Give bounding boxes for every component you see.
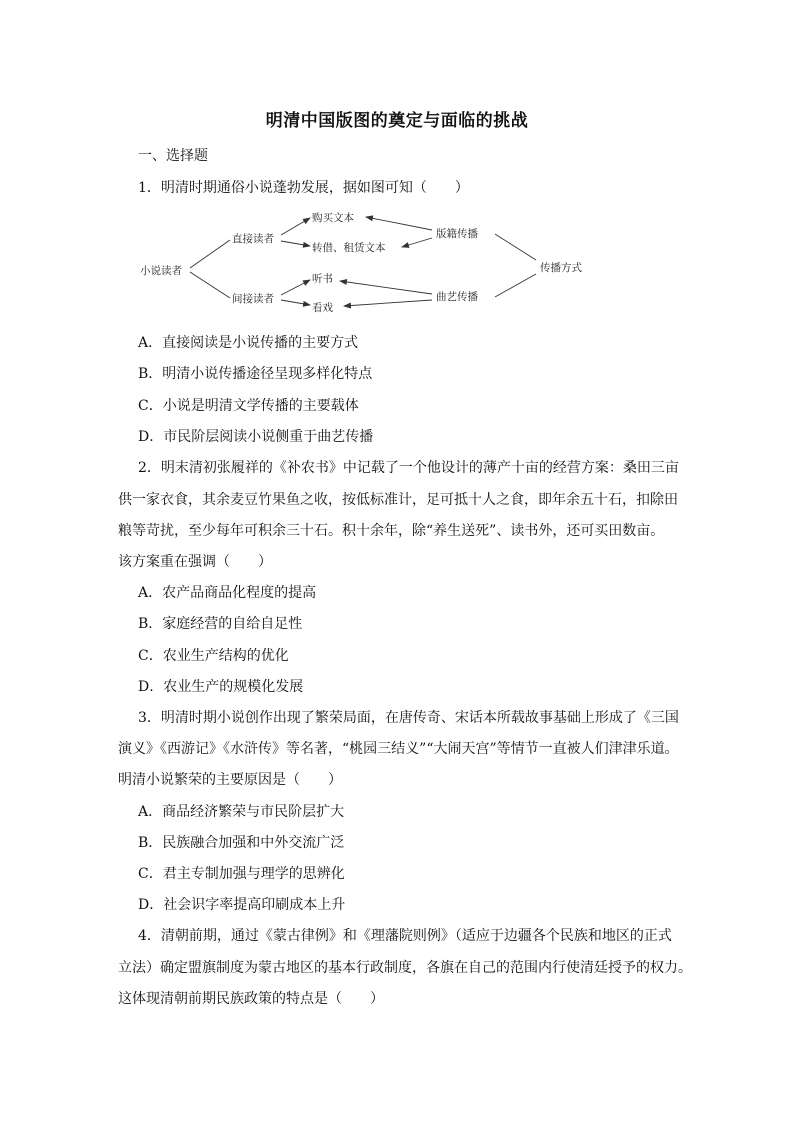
node-indirect: 间接读者: [232, 293, 274, 305]
edge-reader-indirect: [190, 272, 230, 298]
edge-method-print: [495, 234, 536, 260]
q3-option-c: C．君主专制加强与理学的思辨化: [138, 866, 345, 882]
question-1-stem: 1．明清时期通俗小说蓬勃发展，据如图可知（ ）: [138, 180, 469, 196]
q1-option-b: B．明清小说传播途径呈现多样化特点: [138, 366, 373, 382]
edge-direct-borrow: [281, 241, 310, 246]
q3-line-2: 演义》《西游记》《水浒传》等名著，“桃园三结义”“大闹天宫”等情节一直被人们津津乐道。: [118, 741, 679, 757]
q2-option-b: B．家庭经营的自给自足性: [138, 616, 303, 632]
q2-line-3: 粮等苛扰，至少每年可积余三十石。积十余年，除“养生送死”、读书外，还可买田数亩。: [118, 523, 665, 539]
node-buy: 购买文本: [312, 212, 354, 224]
edge-print-buy: [366, 217, 432, 230]
q3-line-3: 明清小说繁荣的主要原因是（ ）: [118, 772, 342, 788]
q2-line-4: 该方案重在强调（ ）: [118, 554, 272, 570]
node-direct: 直接读者: [232, 233, 274, 245]
edge-reader-direct: [190, 240, 230, 268]
q4-line-3: 这体现清朝前期民族政策的特点是（ ）: [118, 991, 384, 1007]
q4-line-1: 4．清朝前期，通过《蒙古律例》和《理藩院则例》（适应于边疆各个民族和地区的正式: [138, 928, 672, 944]
node-method: 传播方式: [540, 262, 582, 274]
node-print: 版籍传播: [436, 228, 478, 240]
node-listen: 听书: [312, 273, 333, 285]
edge-perform-listen: [340, 281, 432, 294]
q2-line-2: 供一家衣食，其余麦豆竹果鱼之收，按低标准计，足可抵十人之食，即年余五十石，扣除田: [118, 492, 678, 508]
q3-option-a: A．商品经济繁荣与市民阶层扩大: [138, 804, 345, 820]
edge-indirect-listen: [281, 280, 310, 295]
edge-direct-buy: [281, 218, 310, 235]
node-perform: 曲艺传播: [436, 291, 478, 303]
edge-method-perform: [495, 274, 536, 297]
q2-line-1: 2．明末清初张履祥的《补农书》中记载了一个他设计的薄产十亩的经营方案：桑田三亩: [138, 460, 679, 476]
q2-option-c: C．农业生产结构的优化: [138, 648, 289, 664]
q2-option-a: A．农产品商品化程度的提高: [138, 585, 317, 601]
q3-line-1: 3．明清时期小说创作出现了繁荣局面，在唐传奇、宋话本所载故事基础上形成了《三国: [138, 710, 679, 726]
q2-option-d: D．农业生产的规模化发展: [138, 679, 304, 695]
q1-option-a: A．直接阅读是小说传播的主要方式: [138, 335, 359, 351]
q1-option-d: D．市民阶层阅读小说侧重于曲艺传播: [138, 429, 374, 445]
section-heading: 一、选择题: [138, 148, 208, 164]
q3-option-b: B．民族融合加强和中外交流广泛: [138, 835, 345, 851]
q1-option-c: C．小说是明清文学传播的主要载体: [138, 398, 359, 414]
page-title: 明清中国版图的奠定与面临的挑战: [265, 111, 529, 131]
node-borrow: 转借、租赁文本: [312, 242, 386, 254]
node-reader: 小说读者: [140, 265, 182, 277]
edge-perform-watch: [344, 300, 432, 306]
edge-print-borrow: [402, 238, 432, 247]
q3-option-d: D．社会识字率提高印刷成本上升: [138, 897, 346, 913]
propagation-diagram: [134, 204, 604, 324]
node-watch: 看戏: [312, 302, 333, 314]
edge-indirect-watch: [281, 300, 310, 305]
q4-line-2: 立法）确定盟旗制度为蒙古地区的基本行政制度，各旗在自己的范围内行使清廷授予的权力。: [118, 960, 692, 976]
